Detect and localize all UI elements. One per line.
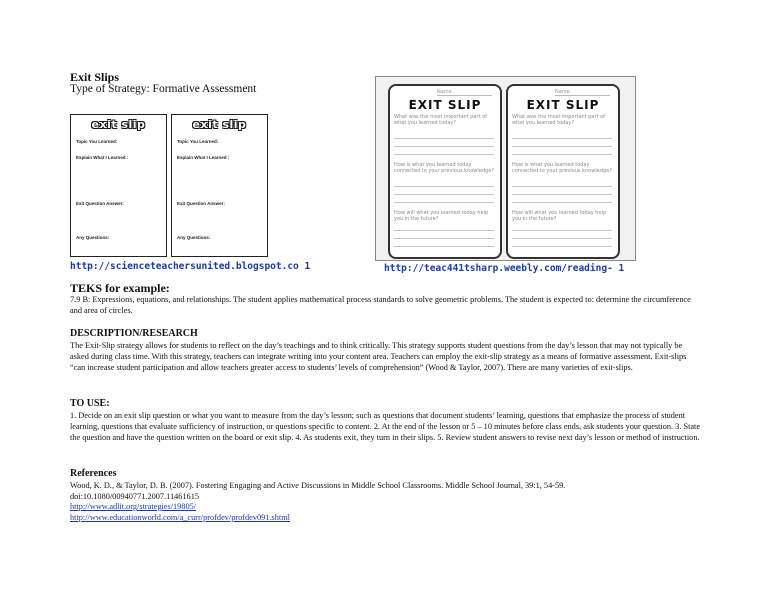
- exit-slip-card-1: [388, 84, 502, 259]
- reference-link-educationworld[interactable]: http://www.educationworld.com/a_curr/profdev/profdev091.shtml: [70, 513, 290, 522]
- slip-field-explain: Explain What I Learned :: [177, 155, 230, 160]
- teks-body: 7.9 B: Expressions, equations, and relationships. The student applies mathematical process standards to solve geometric problems. The student is expected to: determine the circumference and area of circles.: [70, 295, 691, 315]
- slip-question-3: How will what you learned today help you in the future?: [394, 210, 489, 222]
- description-body: The Exit-Slip strategy allows for students to reflect on the day’s teachings and to think critically. This strategy supports student questions from the day’s lesson that may not typically be asked during class time. With this strategy, teachers can integrate writing into your content area. Teachers can employ the exit-slip strategy as a means of formative assessment. Exit-slips “can increase student participation and allow teachers greater access to students’ levels of comprehension” (Wood & Taylor, 2007). There are many varieties of exit-slips.: [70, 341, 687, 372]
- references-heading: References: [70, 468, 117, 479]
- reference-doi: doi:10.1080/00940771.2007.11461615: [70, 492, 199, 501]
- page-subtitle: Type of Strategy: Formative Assessment: [70, 83, 257, 95]
- source-link-left[interactable]: http://scienceteachersunited.blogspot.co 1: [70, 261, 311, 272]
- to-use-heading: TO USE:: [70, 398, 110, 409]
- reference-link-adlit[interactable]: http://www.adlit.org/strategies/19805/: [70, 502, 197, 511]
- source-link-right[interactable]: http://teac441tsharp.weebly.com/reading- 1: [384, 263, 625, 274]
- exit-slip-image-1: [70, 114, 167, 257]
- slip-field-questions: Any Questions:: [177, 235, 211, 240]
- exit-slip-logo: exit slip: [91, 118, 146, 131]
- slip-question-1: What was the most important part of what you learned today?: [512, 114, 605, 126]
- slip-field-exit-answer: Exit Question Answer:: [177, 201, 225, 206]
- description-heading: DESCRIPTION/RESEARCH: [70, 328, 198, 339]
- slip-question-2: How is what you learned today connected to your previous knowledge?: [512, 162, 612, 174]
- slip-question-3: How will what you learned today help you in the future?: [512, 210, 607, 222]
- to-use-body: 1. Decide on an exit slip question or what you want to measure from the day’s lesson; such as questions that document students’ learning, questions that emphasize the process of student learning, questions that evaluate sufficiency of instruction, or questions specific to content. 2. At the end of the lesson or 5 – 10 minutes before class ends, ask students your question. 3. State the question and have the question written on the board or exit slip. 4. As students exit, they turn in their slips. 5. Review student answers to revise next day’s lesson or method of instruction.: [70, 411, 701, 442]
- slip-question-1: What was the most important part of what you learned today?: [394, 114, 487, 126]
- slip-field-topic: Topic You Learned:: [177, 139, 219, 144]
- name-label: Name: [437, 89, 492, 96]
- page-title: Exit Slips: [70, 70, 120, 84]
- exit-slip-heading: EXIT SLIP: [408, 98, 482, 112]
- exit-slip-heading: EXIT SLIP: [526, 98, 600, 112]
- slip-field-exit-answer: Exit Question Answer:: [76, 201, 124, 206]
- teks-heading: TEKS for example:: [70, 281, 170, 295]
- slip-field-explain: Explain What I Learned :: [76, 155, 129, 160]
- slip-question-2: How is what you learned today connected to your previous knowledge?: [394, 162, 494, 174]
- exit-slip-image-2: [171, 114, 268, 257]
- exit-slip-card-2: [506, 84, 620, 259]
- slip-field-topic: Topic You Learned:: [76, 139, 118, 144]
- name-label: Name: [555, 89, 610, 96]
- reference-citation: Wood, K. D., & Taylor, D. B. (2007). Fostering Engaging and Active Discussions in Middle School Classrooms. Middle School Journal, 39:1, 54-59.: [70, 481, 566, 490]
- exit-slip-logo: exit slip: [192, 118, 247, 131]
- slip-field-questions: Any Questions:: [76, 235, 110, 240]
